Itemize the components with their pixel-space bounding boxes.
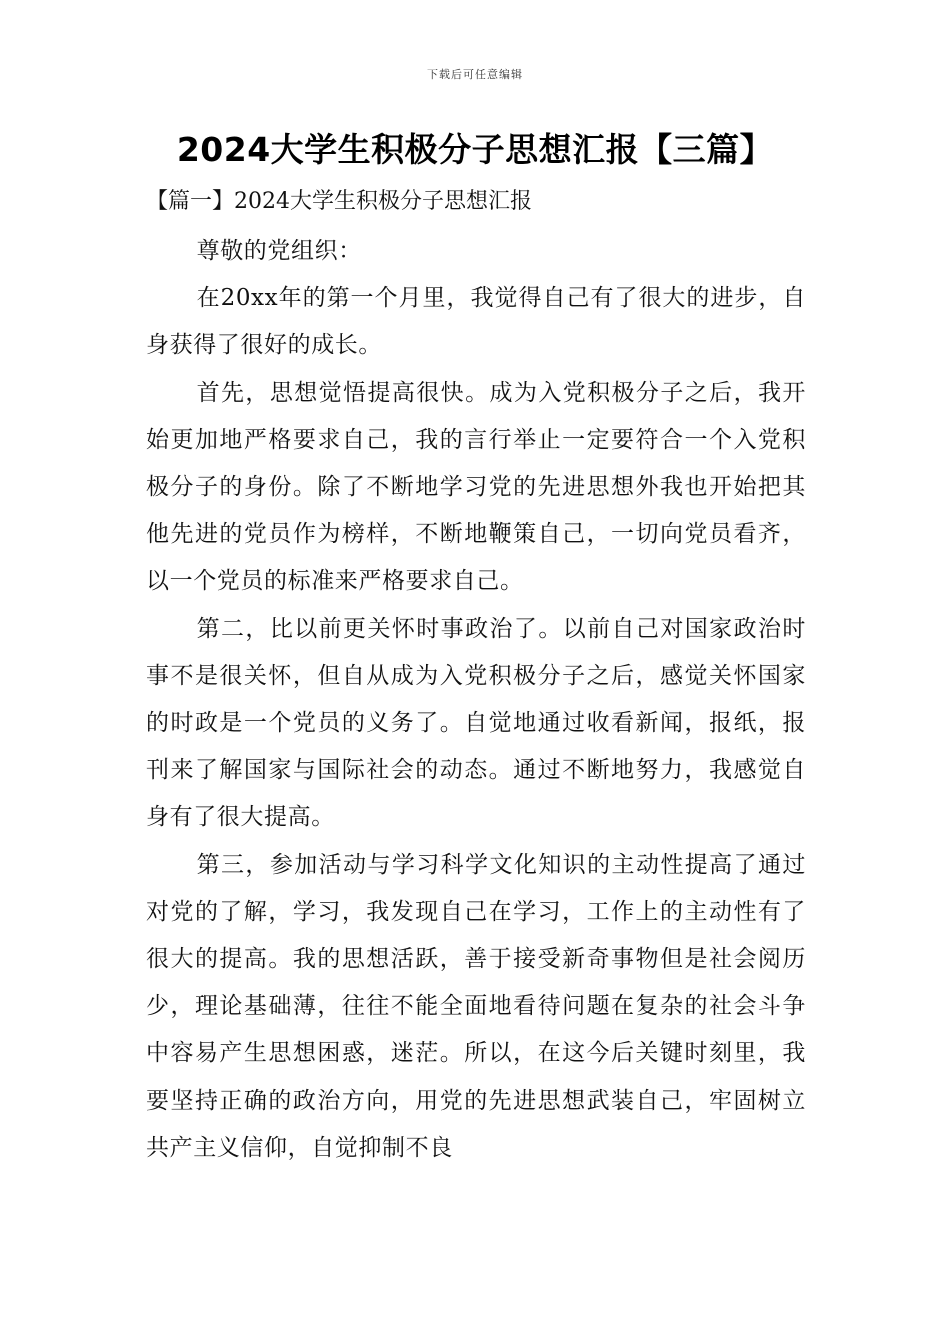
header-note: 下载后可任意编辑 — [427, 68, 523, 81]
section-subtitle: 【篇一】2024大学生积极分子思想汇报 — [146, 189, 532, 214]
paragraph-2: 首先，思想觉悟提高很快。成为入党积极分子之后，我开始更加地严格要求自己，我的言行举止一定要符合一个入党积极分子的身份。除了不断地学习党的先进思想外我也开始把其他先进的党员作为榜样，不断地鞭策自己，一切向党员看齐，以一个党员的标准来严格要求自己。 — [146, 379, 806, 595]
paragraph-3: 第二，比以前更关怀时事政治了。以前自己对国家政治时事不是很关怀，但自从成为入党积极分子之后，感觉关怀国家的时政是一个党员的义务了。自觉地通过收看新闻，报纸，报刊来了解国家与国际社会的动态。通过不断地努力，我感觉自身有了很大提高。 — [146, 615, 806, 831]
paragraph-4: 第三，参加活动与学习科学文化知识的主动性提高了通过对党的了解，学习，我发现自己在学习，工作上的主动性有了很大的提高。我的思想活跃，善于接受新奇事物但是社会阅历少，理论基础薄，往往不能全面地看待问题在复杂的社会斗争中容易产生思想困惑，迷茫。所以，在这今后关键时刻里，我要坚持正确的政治方向，用党的先进思想武装自己，牢固树立共产主义信仰，自觉抑制不良 — [146, 851, 806, 1161]
salutation: 尊敬的党组织： — [196, 238, 362, 264]
document-body — [146, 228, 806, 1172]
paragraph-1: 在20xx年的第一个月里，我觉得自己有了很大的进步，自身获得了很好的成长。 — [146, 285, 806, 359]
document-title: 2024大学生积极分子思想汇报【三篇】 — [176, 130, 774, 169]
